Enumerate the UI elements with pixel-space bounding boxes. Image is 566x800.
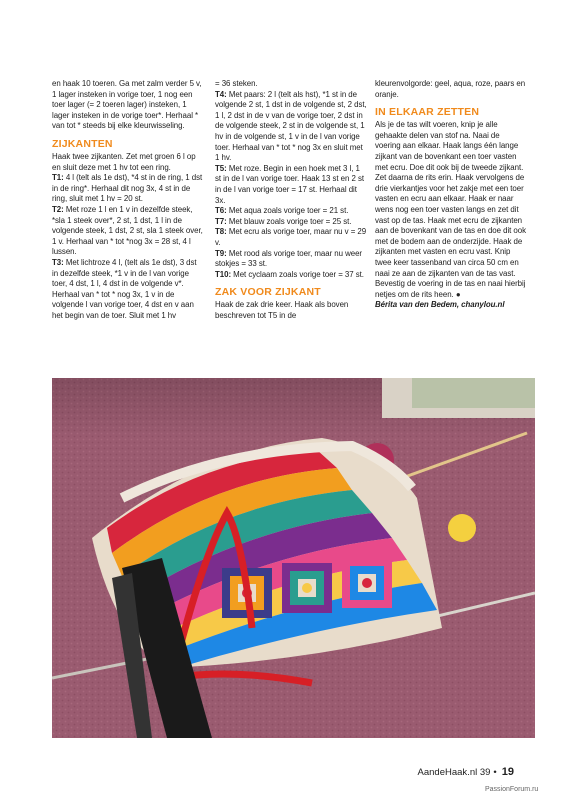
round-text: Met aqua zoals vorige toer = 21 st. — [226, 206, 349, 216]
section-heading-zak: ZAK VOOR ZIJKANT — [215, 286, 321, 299]
round-t4 — [215, 90, 367, 164]
round-text: Met cyclaam zoals vorige toer = 37 st. — [231, 269, 364, 279]
round-label: T8: — [215, 227, 227, 237]
paragraph-text: Als je de tas wilt voeren, knip je alle gehaakte delen van stof na. Naai de voering aan elkaar. Haak langs één lange zijkant van de bovenkant een toer vasten met ecru. Doe dit ook bij de tweede zijkant. Zet daarna de rits erin. Haak vervolgens de drie vierkantjes voor het zakje met een toer vasten en ecru aan elkaar. Haak er naar wens nog een toer vasten langs en zet dit vast op de tas. Haak met ecru de zijkanten aan de bovenkant van de tas en doe dit ook met de bodem aan de onderzijde. Haak de zijkanten met vasten en ecru vast. Knip twee keer tassenband van circa 50 cm en naai ze aan de zijkanten van de tas vast. Bevestig de voering in de tas en naai hierbij netjes om de rits heen. — [375, 120, 527, 299]
section-heading-in-elkaar-zetten: IN ELKAAR ZETTEN — [375, 106, 480, 119]
separator: • — [493, 767, 497, 778]
round-label: T10: — [215, 269, 232, 279]
round-text: Met roze 1 l en 1 v in dezelfde steek, *sla 1 steek over*, 2 st, 1 dst, 1 l in de volgende steek, 1 dst, 2 st, sla 1 steek over, 1 v. Herhaal van * tot *nog 3x = 28 st, 4 l lussen. — [52, 204, 203, 257]
round-label: T6: — [215, 206, 227, 216]
end-mark: ● — [453, 289, 461, 299]
paragraph: = 36 steken. — [215, 79, 258, 88]
paragraph: Haak twee zijkanten. Zet met groen 6 l op en sluit deze met 1 hv tot een ring. — [52, 151, 196, 172]
round-t5 — [215, 164, 367, 206]
section-heading-zijkanten: ZIJKANTEN — [52, 137, 113, 150]
round-text: Met blauw zoals vorige toer = 25 st. — [226, 216, 352, 226]
round-label: T4: — [215, 89, 227, 99]
round-t3 — [52, 258, 204, 322]
round-t9 — [215, 249, 367, 270]
round-t6 — [215, 206, 367, 217]
round-label: T5: — [215, 163, 227, 173]
page-footer — [418, 766, 514, 778]
round-t2 — [52, 205, 204, 258]
round-label: T1: — [52, 173, 64, 183]
round-label: T9: — [215, 248, 227, 258]
yarn-ball — [448, 514, 476, 542]
column-3 — [375, 79, 527, 311]
round-label: T3: — [52, 257, 64, 267]
photo-illustration — [52, 378, 535, 738]
paragraph: kleurenvolgorde: geel, aqua, roze, paars en oranje. — [375, 79, 526, 99]
paragraph: Haak de zak drie keer. Haak als boven beschreven tot T5 in de — [215, 300, 349, 320]
column-1 — [52, 79, 204, 321]
round-label: T2: — [52, 204, 64, 214]
round-t1 — [52, 173, 204, 205]
round-text: Met roze. Begin in een hoek met 3 l, 1 st in de l van vorige toer. Haak 13 st en 2 st in de l van vorige toer = 17 st. Herhaal dit 3x. — [215, 163, 365, 205]
paragraph: en haak 10 toeren. Ga met zalm verder 5 v, 1 lager insteken in vorige toer, 1 nog een toer lager (= 2 toeren lager) insteken, 1 lager insteken in de vorige toer*. Herhaal * van tot * steeds bij elke kleurwisseling. — [52, 79, 202, 131]
column-2 — [215, 79, 367, 321]
round-text: 4 l (telt als 1e dst), *4 st in de ring, 1 dst in de ring*. Herhaal dit nog 3x, 4 st in de ring, sluit met 1 hv = 20 st. — [52, 173, 203, 204]
magazine-name: AandeHaak.nl 39 — [417, 767, 491, 778]
round-t7 — [215, 217, 367, 228]
paragraph — [375, 120, 527, 300]
round-text: Met paars: 2 l (telt als hst), *1 st in de volgende 2 st, 1 dst in de volgende st, 2 dst, 1 l, 2 dst in de v van de vorige toer, 2 dst in de volgende steek, 2 st in de volgende st, 1 hv in de volgende st, 1 v in de l van vorige toer. Herhaal van * tot * nog 3x en sluit met 1 hv. — [215, 89, 367, 163]
round-t8 — [215, 227, 367, 248]
page-number: 19 — [501, 766, 514, 778]
author-credit: Bérita van den Bedem, chanylou.nl — [375, 300, 505, 310]
watermark: PassionForum.ru — [485, 786, 539, 793]
round-text: Met rood als vorige toer, maar nu weer stokjes = 33 st. — [215, 248, 363, 269]
round-text: Met ecru als vorige toer, maar nu v = 29 v. — [215, 227, 367, 247]
round-t10 — [215, 270, 367, 281]
round-text: Met lichtroze 4 l, (telt als 1e dst), 3 dst in dezelfde steek, *1 v in de l van vorige toer, 4 dst, 1 l, 4 dst in de volgende v*. Herhaal van * tot * nog 3x, 1 v in de volgende l van vorige toer, 4 dst en v aan het begin van de toer. Sluit met 1 hv — [52, 257, 197, 320]
round-label: T7: — [215, 216, 227, 226]
crochet-bag-photo — [52, 378, 535, 738]
